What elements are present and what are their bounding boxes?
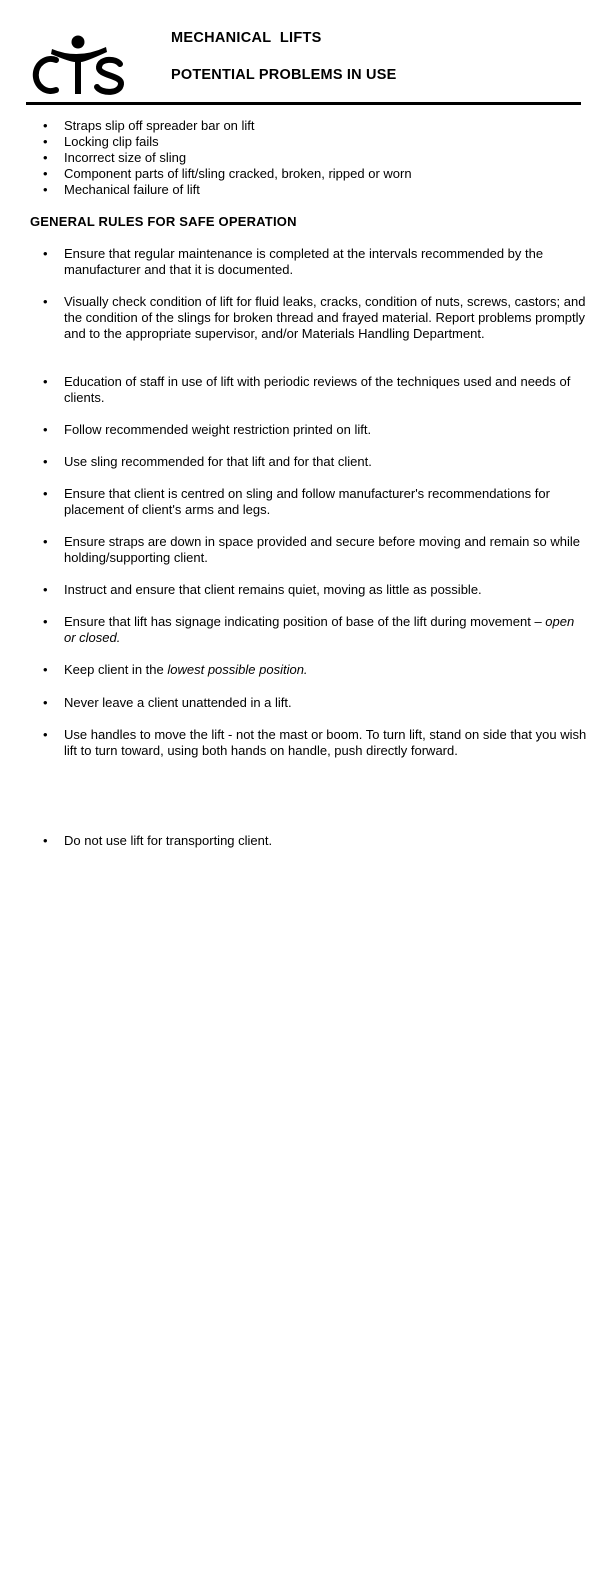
rule-item: Do not use lift for transporting client. (64, 833, 273, 848)
rule-item: Use sling recommended for that lift and for that client. (64, 454, 372, 469)
cis-logo (30, 34, 128, 96)
bullet-icon (43, 727, 55, 743)
bullet-icon (43, 246, 55, 262)
page-subtitle: POTENTIAL PROBLEMS IN USE (171, 67, 397, 83)
bullet-icon (43, 582, 55, 598)
bullet-icon (43, 166, 55, 182)
bullet-icon (43, 374, 55, 390)
rule-item: Use handles to move the lift - not the mast or boom. To turn lift, stand on side that you wish lift to turn toward, using both hands on handle, push directly forward. (64, 727, 587, 758)
bullet-icon (43, 833, 55, 849)
rule-text: Keep client in the (64, 662, 168, 677)
rule-item: Instruct and ensure that client remains quiet, moving as little as possible. (64, 582, 482, 597)
rule-item: Education of staff in use of lift with periodic reviews of the techniques used and needs of clients. (64, 374, 571, 405)
rule-item: Follow recommended weight restriction printed on lift. (64, 422, 372, 437)
section-heading: GENERAL RULES FOR SAFE OPERATION (30, 214, 297, 229)
list-item: Component parts of lift/sling cracked, broken, ripped or worn (64, 166, 412, 181)
bullet-icon (43, 534, 55, 550)
logo-letter-s (97, 60, 121, 92)
rule-item: Visually check condition of lift for fluid leaks, cracks, condition of nuts, screws, castors; and the condition of the slings for broken thread and frayed material. Report problems promptly and to the appropriate supervisor, and/or Materials Handling Department. (64, 294, 586, 341)
list-item: Straps slip off spreader bar on lift (64, 118, 255, 133)
rule-emphasis: lowest possible position. (167, 662, 308, 677)
rule-item: Ensure that regular maintenance is completed at the intervals recommended by the manufacturer and that it is documented. (64, 246, 544, 277)
bullet-icon (43, 695, 55, 711)
rule-item: Ensure that client is centred on sling and follow manufacturer's recommendations for placement of client's arms and legs. (64, 486, 550, 517)
list-item: Locking clip fails (64, 134, 159, 149)
bullet-icon (43, 614, 55, 630)
logo-person-head (72, 36, 85, 49)
bullet-icon (43, 182, 55, 198)
rule-text: Ensure that lift has signage indicating position of base of the lift during movement – (64, 614, 546, 629)
bullet-icon (43, 118, 55, 134)
rule-item: Ensure straps are down in space provided and secure before moving and remain so while holding/supporting client. (64, 534, 580, 565)
list-item: Mechanical failure of lift (64, 182, 200, 197)
bullet-icon (43, 294, 55, 310)
rule-item: Never leave a client unattended in a lift. (64, 695, 292, 710)
list-item: Incorrect size of sling (64, 150, 187, 165)
header-divider (26, 102, 581, 105)
bullet-icon (43, 422, 55, 438)
bullet-icon (43, 134, 55, 150)
rule-item-lowest-position (64, 662, 588, 678)
bullet-icon (43, 454, 55, 470)
rule-item-signage (64, 614, 588, 646)
bullet-icon (43, 662, 55, 678)
logo-letter-c (36, 59, 56, 91)
bullet-icon (43, 486, 55, 502)
bullet-icon (43, 150, 55, 166)
page-title: MECHANICAL LIFTS (171, 30, 322, 46)
rule-emphasis: open or closed. (64, 614, 575, 645)
